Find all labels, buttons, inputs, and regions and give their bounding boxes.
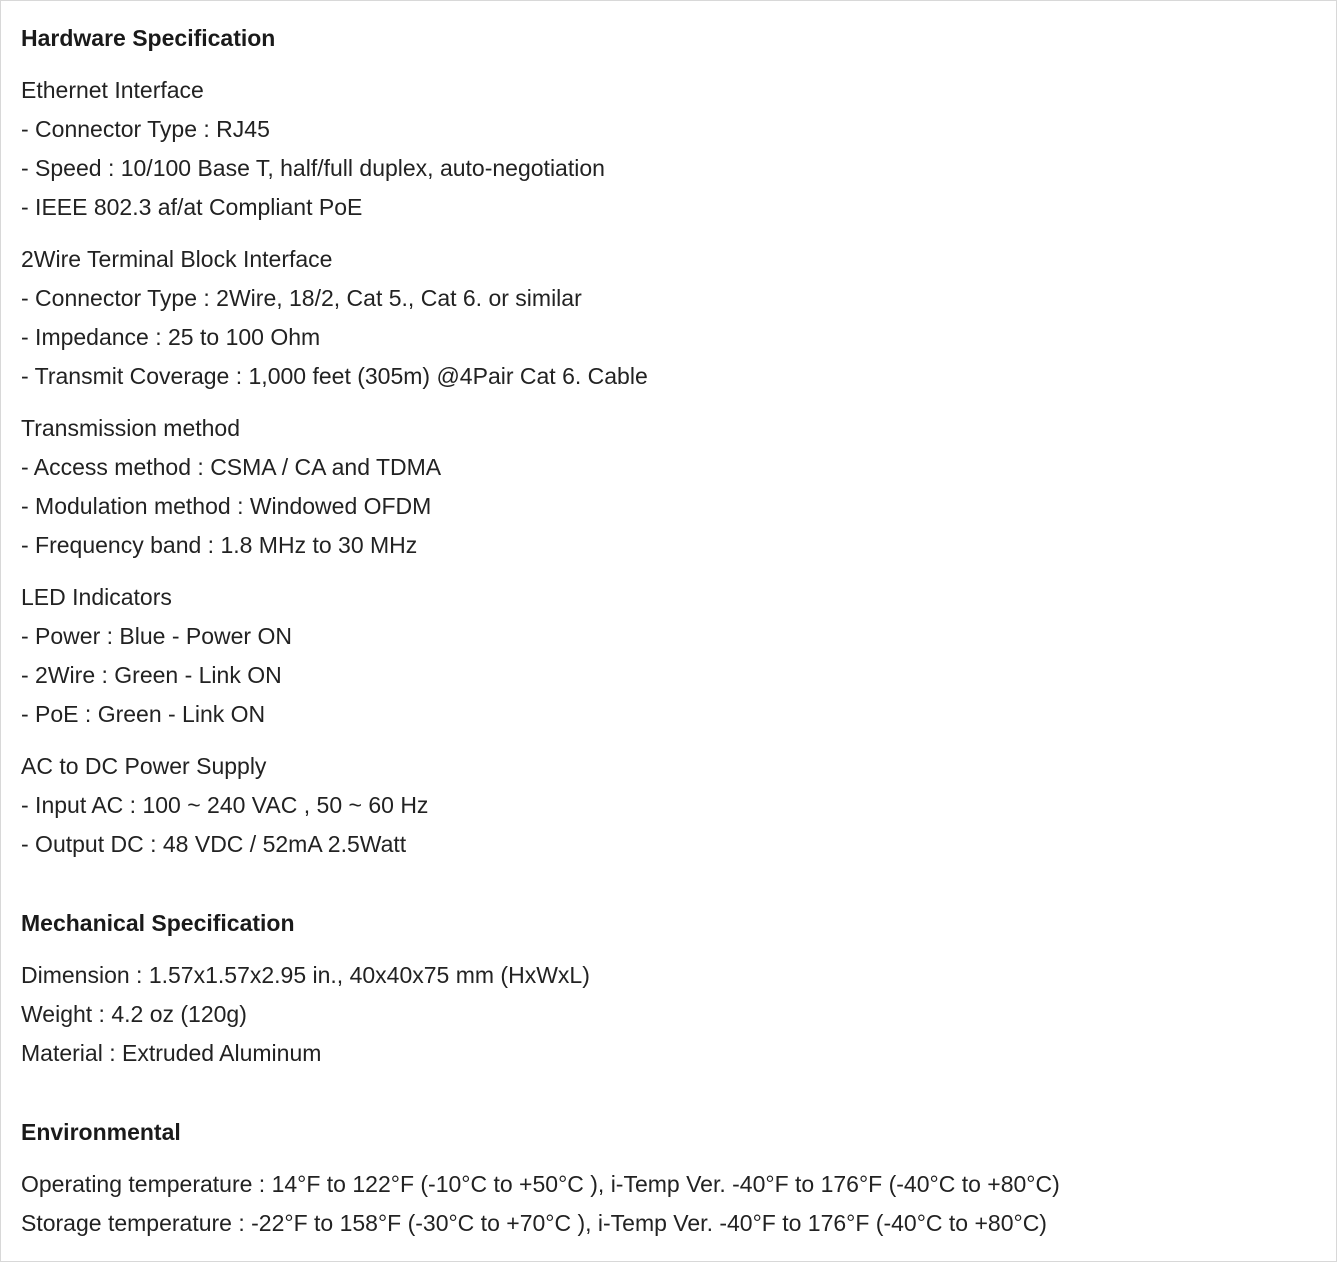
power-supply-group <box>21 747 1311 864</box>
environmental-section <box>21 1113 1311 1243</box>
spec-item: Storage temperature : -22°F to 158°F (-30°C to +70°C ), i-Temp Ver. -40°F to 176°F (-40°C to +80°C) <box>21 1210 1047 1236</box>
spec-item: - Input AC : 100 ~ 240 VAC , 50 ~ 60 Hz <box>21 792 429 818</box>
spec-item: - 2Wire : Green - Link ON <box>21 662 282 688</box>
spec-item: - Frequency band : 1.8 MHz to 30 MHz <box>21 532 418 558</box>
terminal-block-group <box>21 240 1311 396</box>
section-spacer <box>21 877 1311 904</box>
spec-item: - IEEE 802.3 af/at Compliant PoE <box>21 194 363 220</box>
spec-item: - PoE : Green - Link ON <box>21 701 266 727</box>
spec-item: - Access method : CSMA / CA and TDMA <box>21 454 442 480</box>
group-heading: AC to DC Power Supply <box>21 753 267 779</box>
spec-item: - Transmit Coverage : 1,000 feet (305m) @4Pair Cat 6. Cable <box>21 363 648 389</box>
spec-item: Operating temperature : 14°F to 122°F (-10°C to +50°C ), i-Temp Ver. -40°F to 176°F (-40°C to +80°C) <box>21 1171 1060 1197</box>
spec-item: Dimension : 1.57x1.57x2.95 in., 40x40x75 mm (HxWxL) <box>21 962 590 988</box>
hardware-section-title: Hardware Specification <box>21 25 276 51</box>
spec-item: Material : Extruded Aluminum <box>21 1040 322 1066</box>
group-heading: Ethernet Interface <box>21 77 204 103</box>
spec-item: - Output DC : 48 VDC / 52mA 2.5Watt <box>21 831 407 857</box>
spec-item: - Connector Type : RJ45 <box>21 116 270 142</box>
hardware-section <box>21 19 1311 864</box>
spec-item: - Speed : 10/100 Base T, half/full duplex, auto-negotiation <box>21 155 605 181</box>
spec-item: - Modulation method : Windowed OFDM <box>21 493 432 519</box>
spec-document <box>21 19 1311 1256</box>
environmental-items <box>21 1165 1311 1243</box>
spec-item: - Power : Blue - Power ON <box>21 623 292 649</box>
mechanical-section <box>21 904 1311 1073</box>
section-spacer <box>21 1086 1311 1113</box>
mechanical-section-title: Mechanical Specification <box>21 910 295 936</box>
environmental-section-title: Environmental <box>21 1119 181 1145</box>
group-heading: Transmission method <box>21 415 241 441</box>
transmission-method-group <box>21 409 1311 565</box>
spec-item: - Connector Type : 2Wire, 18/2, Cat 5., Cat 6. or similar <box>21 285 582 311</box>
group-heading: LED Indicators <box>21 584 172 610</box>
group-heading: 2Wire Terminal Block Interface <box>21 246 333 272</box>
spec-item: Weight : 4.2 oz (120g) <box>21 1001 247 1027</box>
mechanical-items <box>21 956 1311 1073</box>
spec-item: - Impedance : 25 to 100 Ohm <box>21 324 321 350</box>
led-indicators-group <box>21 578 1311 734</box>
ethernet-interface-group <box>21 71 1311 227</box>
